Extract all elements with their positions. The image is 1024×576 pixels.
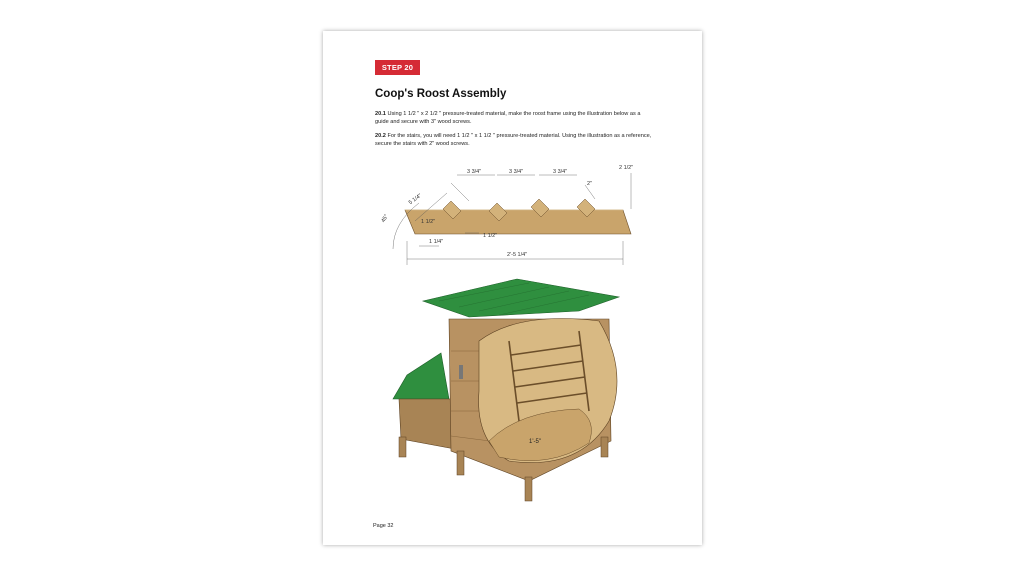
interior-dimension: 1'-5" — [529, 439, 541, 445]
document-page — [323, 31, 702, 545]
dim-inner-left: 1 1/2" — [421, 219, 436, 225]
dim-gap-3: 3 3/4" — [553, 169, 568, 175]
dim-angle: 45° — [380, 213, 390, 224]
side-wall — [399, 399, 455, 449]
page-title: Coop's Roost Assembly — [375, 88, 507, 100]
dim-block-width: 2" — [587, 181, 593, 187]
coop-illustration — [379, 271, 649, 511]
dim-gap-2: 3 3/4" — [509, 169, 524, 175]
dim-overall: 2'-5 1/4" — [507, 252, 528, 258]
dim-end-height: 2 1/2" — [619, 165, 634, 171]
dim-first-gap: 5 1/4" — [407, 193, 423, 207]
roost-frame-diagram — [379, 161, 649, 266]
instruction-text: Using 1 1/2 " x 2 1/2 " pressure-treated material, make the roost frame using the illustration below as a guide and secure with 3" wood screws. — [375, 111, 641, 125]
instruction-20-1 — [375, 110, 655, 126]
dim-inner-bottom: 1 1/2" — [483, 233, 498, 239]
dim-offset: 1 1/4" — [429, 239, 444, 245]
instruction-20-2 — [375, 132, 655, 148]
door-latch — [459, 365, 463, 379]
instruction-number: 20.1 — [375, 111, 386, 117]
step-badge: STEP 20 — [375, 60, 420, 75]
roost-base-board — [405, 210, 631, 234]
page-number: Page 32 — [373, 523, 394, 529]
side-roof — [393, 353, 449, 399]
dim-gap-1: 3 3/4" — [467, 169, 482, 175]
instruction-number: 20.2 — [375, 133, 386, 139]
instruction-text: For the stairs, you will need 1 1/2 " x 1 1/2 " pressure-treated material. Using the illustration as a reference, secure the stairs with 2" wood screws. — [375, 133, 652, 147]
